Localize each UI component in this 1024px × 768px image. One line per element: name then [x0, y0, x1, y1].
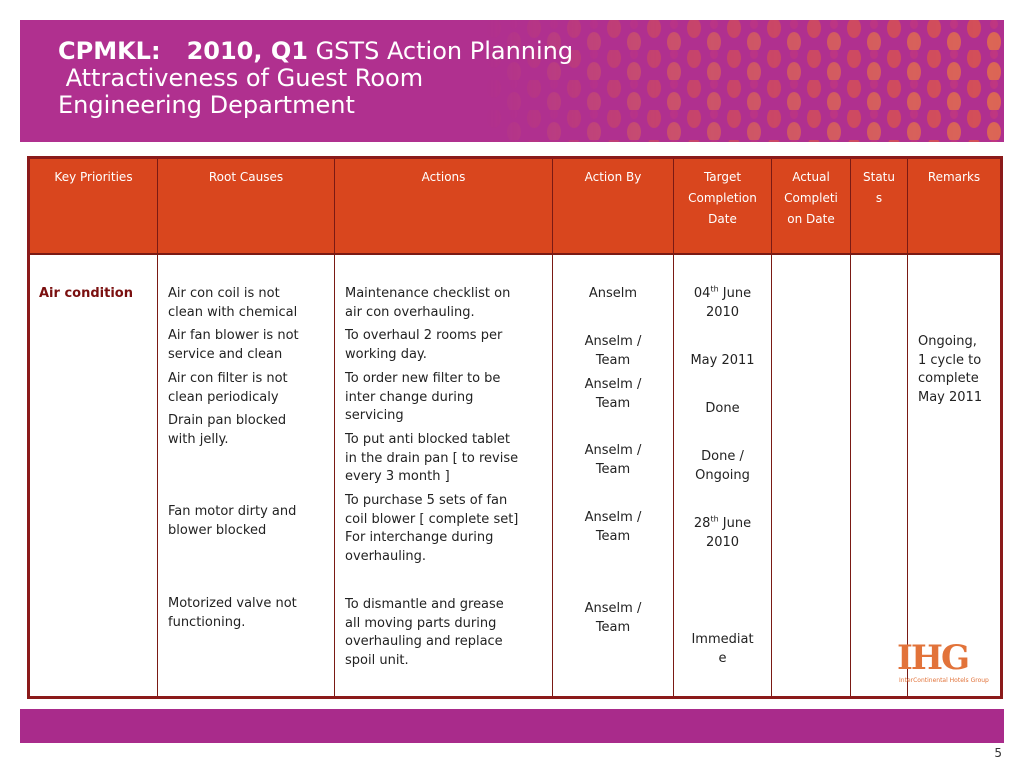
action-item [345, 370, 500, 426]
action-plan-table [27, 156, 1003, 699]
action-by [553, 442, 673, 479]
root-cause [168, 595, 297, 632]
action-by-line: Team [595, 395, 631, 411]
remarks-line: 1 cycle to [918, 352, 982, 368]
header-key-priorities: Key Priorities [54, 170, 133, 184]
header-remarks: Remarks [927, 170, 981, 184]
header-actual-date [772, 167, 850, 230]
root-cause-line: clean with chemical [168, 304, 298, 320]
column-divider [771, 159, 772, 696]
title-department: Engineering Department [58, 91, 355, 119]
title-period: 2010, Q1 [186, 37, 308, 65]
action-by [553, 509, 673, 546]
root-cause-line: functioning. [168, 614, 246, 630]
target-date-line: Immediat [691, 632, 754, 647]
remarks-line: complete [918, 371, 979, 386]
action-line: in the drain pan [ to revise [345, 450, 519, 466]
root-cause-line: Drain pan blocked [168, 413, 287, 428]
action-line: all moving parts during [345, 615, 497, 631]
header-actual-line: on Date [787, 212, 835, 226]
title-topic: GSTS Action Planning [307, 37, 574, 65]
logo-letters: IHG [897, 638, 969, 678]
title-org: CPMKL: [58, 37, 161, 65]
action-line: inter change during [345, 389, 474, 405]
target-date [674, 285, 771, 322]
action-by: Anselm [588, 286, 638, 301]
target-date [674, 515, 771, 552]
action-by [553, 376, 673, 413]
action-line: coil blower [ complete set] [345, 511, 519, 527]
logo-subtitle: InterContinental Hotels Group [899, 677, 989, 684]
action-by-line: Anselm / [584, 510, 642, 525]
header-target-line: Target [703, 170, 742, 184]
key-priority: Air condition [39, 286, 133, 301]
root-cause-line: blower blocked [168, 522, 267, 538]
action-line: To order new filter to be [345, 371, 501, 386]
target-date-line: Ongoing [695, 467, 750, 483]
column-divider [673, 159, 674, 696]
action-line: overhauling. [345, 548, 427, 564]
action-item [345, 431, 518, 487]
action-by-line: Anselm / [584, 601, 642, 616]
action-item [345, 327, 502, 364]
header-actual-line: Completi [784, 191, 838, 205]
header-target-line: Completion [688, 191, 757, 205]
action-by-line: Team [595, 528, 631, 544]
header-target-line: Date [708, 212, 737, 226]
action-by-line: Team [595, 352, 631, 368]
header-actions: Actions [421, 170, 466, 184]
action-item [345, 492, 518, 566]
root-cause [168, 412, 286, 449]
action-line: To put anti blocked tablet [345, 432, 511, 447]
root-cause [168, 285, 297, 322]
remarks-line: May 2011 [918, 389, 983, 405]
header-divider [30, 253, 1000, 255]
root-cause-line: Fan motor dirty and [168, 504, 297, 519]
header-action-by: Action By [584, 170, 642, 184]
action-by [553, 333, 673, 370]
remarks [918, 333, 982, 407]
action-line: To dismantle and grease [345, 597, 504, 612]
target-month: June [718, 286, 752, 301]
root-cause [168, 503, 296, 540]
action-item [345, 285, 510, 322]
header-status [851, 167, 907, 209]
action-line: To purchase 5 sets of fan [345, 493, 508, 508]
target-ordinal: th [710, 284, 719, 294]
target-ordinal: th [710, 514, 719, 524]
action-by-line: Team [595, 619, 631, 635]
header-target-date [674, 167, 771, 230]
header-actual-line: Actual [792, 170, 830, 184]
target-month: June [718, 516, 752, 531]
column-divider [157, 159, 158, 696]
root-cause-line: Air fan blower is not [168, 328, 299, 343]
root-cause-line: Air con filter is not [168, 371, 288, 386]
target-date-line: e [718, 650, 727, 666]
action-line: overhauling and replace [345, 634, 503, 649]
root-cause-line: clean periodicaly [168, 389, 279, 405]
action-by-line: Anselm / [584, 443, 642, 458]
action-line: For interchange during [345, 530, 494, 545]
target-date [674, 448, 771, 485]
title-subtitle: Attractiveness of Guest Room [58, 64, 424, 92]
target-date-line [674, 285, 771, 304]
root-cause-line: Air con coil is not [168, 286, 280, 301]
action-line: working day. [345, 346, 427, 362]
root-cause [168, 327, 299, 364]
target-day: 04 [693, 286, 711, 301]
action-by-line: Anselm / [584, 377, 642, 392]
ihg-logo [897, 640, 997, 686]
action-by-line: Anselm / [584, 334, 642, 349]
target-year: 2010 [705, 534, 740, 550]
remarks-line: Ongoing, [918, 334, 977, 349]
root-cause [168, 370, 288, 407]
action-line: servicing [345, 408, 404, 423]
header-root-causes: Root Causes [208, 170, 284, 184]
target-date-line [674, 515, 771, 534]
column-divider [334, 159, 335, 696]
target-date: May 2011 [690, 353, 755, 368]
column-divider [907, 159, 908, 696]
action-line: Maintenance checklist on [345, 286, 511, 301]
header-status-line: Statu [863, 170, 895, 184]
target-date [674, 631, 771, 668]
root-cause-line: with jelly. [168, 431, 229, 447]
page-number: 5 [994, 746, 1002, 760]
action-line: air con overhauling. [345, 304, 475, 320]
root-cause-line: Motorized valve not [168, 596, 297, 611]
column-divider [850, 159, 851, 696]
target-date: Done [705, 401, 740, 416]
action-by [553, 600, 673, 637]
target-year: 2010 [705, 304, 740, 320]
action-line: spoil unit. [345, 652, 409, 668]
action-item [345, 596, 504, 670]
title-banner [20, 20, 1004, 142]
action-line: every 3 month ] [345, 469, 450, 484]
action-by-line: Team [595, 461, 631, 477]
target-date-line: Done / [701, 449, 744, 464]
footer-bar [20, 709, 1004, 743]
page-title [58, 38, 573, 119]
target-day: 28 [693, 516, 711, 531]
action-line: To overhaul 2 rooms per [345, 328, 503, 343]
header-status-line: s [875, 191, 883, 205]
root-cause-line: service and clean [168, 346, 283, 362]
